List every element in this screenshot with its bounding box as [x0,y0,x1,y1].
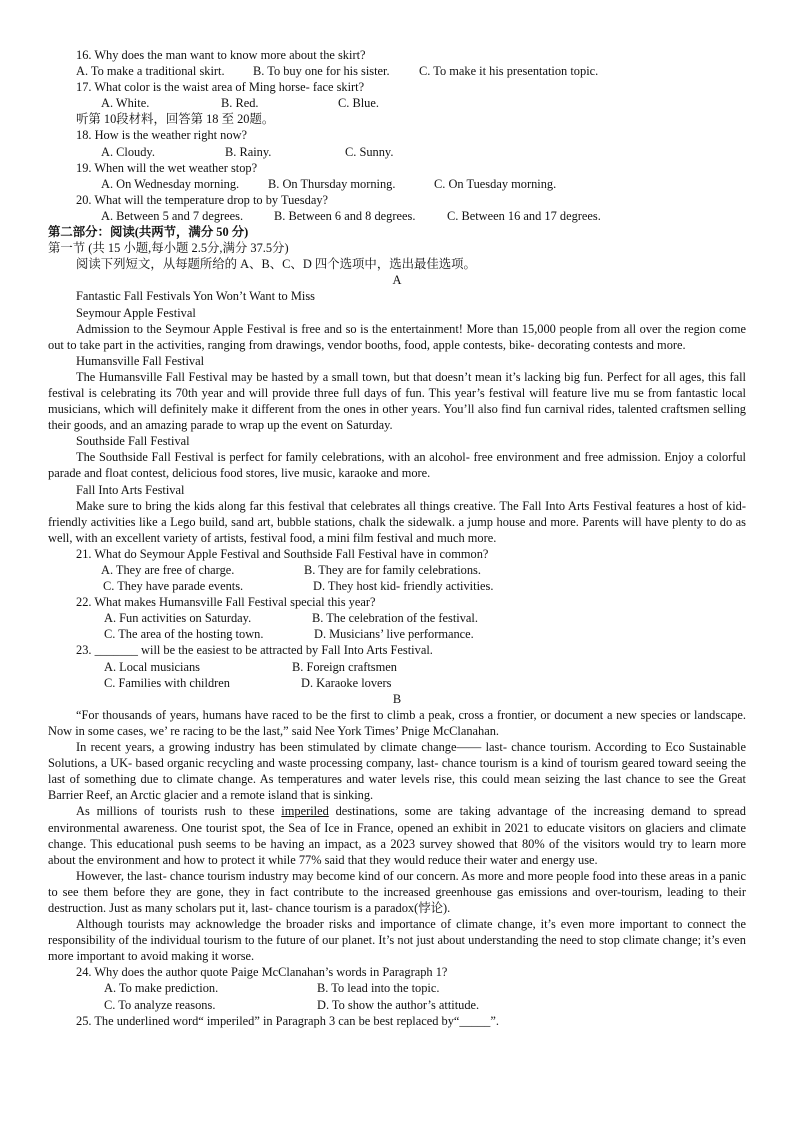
festival-name: Humansville Fall Festival [76,353,205,368]
passage-b-paragraph-4: However, the last- chance tourism industry may become kind of our concern. As more and more people food into these areas in a panic to see them before they are gone, they in fact contribute to the increased greenhouse gas emissions and over-tourism, leading to their destruction. Just as many scholars put it, last- chance tourism is a paradox(悖论). [48,868,746,915]
q22-options-row2 [48,626,746,642]
q16-option-b: B. To buy one for his sister. [253,64,390,79]
festival-text: Admission to the Seymour Apple Festival is free and so is the entertainment! More than 15,000 people from all over the region come out to take part in the activities, ranging from drawings, vendor booths, food, apple contests, bike- decorating contests and more. [48,321,746,352]
q19-stem: 19. When will the wet weather stop? [76,160,258,175]
q21-option-a: A. They are free of charge. [101,563,235,577]
q16-option-c: C. To make it his presentation topic. [419,64,599,79]
q17-stem: 17. What color is the waist area of Ming horse- face skirt? [76,80,365,95]
festival-name: Southside Fall Festival [76,434,190,449]
q23-options-row1 [48,659,746,675]
q18-option-b: B. Rainy. [225,144,272,159]
q21-option-c: C. They have parade events. [103,579,244,594]
q24-option-c: C. To analyze reasons. [104,997,216,1012]
q24-option-b: B. To lead into the topic. [317,981,440,996]
q19-option-b: B. On Thursday morning. [268,176,396,191]
q18-option-c: C. Sunny. [345,144,394,159]
passage-b-paragraph-1: “For thousands of years, humans have raced to be the first to climb a peak, cross a frontier, or document a new species or landscape. Now in some cases, we’ re racing to be the last,” said Nee York Times’ Pnige McClanahan. [48,707,746,738]
q19-option-a: A. On Wednesday morning. [101,176,240,191]
passage-b-letter: B [392,691,402,706]
festival-name: Fall Into Arts Festival [76,482,185,497]
q23-option-c: C. Families with children [104,675,230,690]
q20-option-a: A. Between 5 and 7 degrees. [101,208,244,223]
q25-stem: 25. The underlined word“ imperiled” in Paragraph 3 can be best replaced by“_____”. [76,1013,499,1028]
q16-option-a: A. To make a traditional skirt. [76,64,225,79]
q22-option-d: D. Musicians’ live performance. [314,627,474,642]
q16-options [48,63,746,79]
q19-options [48,176,746,192]
paragraph-3-start: As millions of tourists rush to these [76,804,282,819]
q20-options [48,208,746,224]
q22-options-row1 [48,610,746,626]
q24-option-d: D. To show the author’s attitude. [317,997,480,1012]
q23-option-d: D. Karaoke lovers [301,675,392,690]
paragraph-3-rest: destinations, some are taking advantage of the increasing demand to spread environmental awareness. One tourist spot, the Sea of Ice in France, opened an exhibit in 2021 to educate visitors on glaciers and climate change. This educational push seems to be having an impact, as a 2023 survey showed that 80% of the visitors would try to learn more about the environment and how to protect it while 77% said that they would reduce their water and energy use. [48,804,746,867]
q24-option-a: A. To make prediction. [104,981,219,996]
part-two-title: 第二部分：阅读(共两节，满分 50 分) [48,225,249,240]
reading-instruction: 阅读下列短文，从每题所给的 A、B、C、D 四个选项中，选出最佳选项。 [76,257,476,272]
q17-option-b: B. Red. [221,96,259,111]
q18-stem: 18. How is the weather right now? [76,128,248,143]
q23-option-b: B. Foreign craftsmen [292,659,397,674]
q22-option-a: A. Fun activities on Saturday. [104,611,252,626]
q23-stem: 23. _______ will be the easiest to be attracted by Fall Into Arts Festival. [76,643,433,658]
q16-stem: 16. Why does the man want to know more about the skirt? [76,48,366,62]
passage-a-title: Fantastic Fall Festivals Yon Won’t Want to Miss [76,289,315,304]
material-10-instruction: 听第 10段材料，回答第 18 至 20题。 [76,112,275,127]
q18-option-a: A. Cloudy. [101,144,155,159]
q21-options-row2 [48,578,746,594]
q23-options-row2 [48,675,746,691]
q21-option-d: D. They host kid- friendly activities. [313,579,494,594]
passage-b-paragraph-3 [48,803,746,867]
festival-text: Make sure to bring the kids along far this festival that celebrates all things creative. The Fall Into Arts Festival features a host of kid- friendly activities like a Lego build, sand art, bubble stations, chalk the sidewalk. a jump house and more. Parents will have plenty to do as well, with an excellent variety of artists, festival food, a mini film festival and much more. [48,498,746,545]
festival-text: The Humansville Fall Festival may be hasted by a small town, but that doesn’t mean it’s lacking big fun. Perfect for all ages, this fall festival is celebrating its 70th year and will provide three full days of fun. This year’s festival will feature live mu se from fantastic local musicians, which will definitely make it different from the ones in other years. You’ll also find fun carnival rides, talented craftsmen selling their goods, and an amazing parade to wrap up the event on Saturday. [48,369,746,433]
q17-option-c: C. Blue. [338,96,379,111]
q22-option-b: B. The celebration of the festival. [312,611,478,626]
q21-option-b: B. They are for family celebrations. [304,563,481,577]
section-one-title: 第一节 (共 15 小题,每小题 2.5分,满分 37.5分) [48,241,289,256]
q21-stem: 21. What do Seymour Apple Festival and Southside Fall Festival have in common? [76,546,489,561]
passage-b-paragraph-2: In recent years, a growing industry has been stimulated by climate change—— last- chance tourism. According to Eco Sustainable Solutions, a UK- based organic recycling and waste processing company, last- chance tourism is a kind of tourism geared toward seeing the last of something due to climate change. As temperatures and water levels rise, this could mean seizing the last chance to see the Great Barrier Reef, an Arctic glacier and a remote island that is sinking. [48,740,746,803]
q20-option-b: B. Between 6 and 8 degrees. [274,208,416,223]
q17-options [48,95,746,111]
q21-options-row1 [48,562,746,578]
q17-option-a: A. White. [101,96,150,111]
festival-text: The Southside Fall Festival is perfect for family celebrations, with an alcohol- free environment and free admission. Enjoy a colorful parade and float contest, delicious food stores, live music, karaoke and more. [48,450,746,481]
passage-a-letter: A [392,273,402,288]
q22-stem: 22. What makes Humansville Fall Festival special this year? [76,595,376,610]
q22-option-c: C. The area of the hosting town. [104,627,264,642]
q18-options [48,144,746,160]
q23-option-a: A. Local musicians [104,659,201,674]
q24-stem: 24. Why does the author quote Paige McClanahan’s words in Paragraph 1? [76,965,448,980]
passage-b-paragraph-5: Although tourists may acknowledge the broader risks and importance of climate change, it’s even more important to connect the responsibility of the individual tourism to the future of our planet. It’s not just about understanding the need to stop climate change; it’s even more important to avoid making it worse. [48,917,746,964]
q20-option-c: C. Between 16 and 17 degrees. [447,208,601,223]
q19-option-c: C. On Tuesday morning. [434,176,557,191]
festival-name: Seymour Apple Festival [76,305,196,320]
q24-options-row2 [48,997,746,1013]
underlined-word-imperiled: imperiled [281,804,329,819]
q24-options-row1 [48,980,746,996]
q20-stem: 20. What will the temperature drop to by Tuesday? [76,192,329,207]
